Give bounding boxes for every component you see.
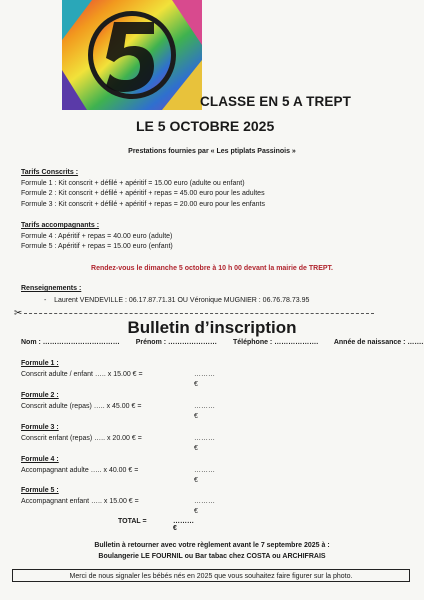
return-instructions: [0, 541, 424, 562]
formule-2: [21, 391, 215, 420]
formule-line: Conscrit enfant (repas) ….. x 20.00 € =: [21, 434, 142, 442]
contact-text: Laurent VENDEVILLE : 06.17.87.71.31 OU Véronique MUGNIER : 06.76.78.73.95: [54, 297, 310, 304]
tarif-line: Formule 2 : Kit conscrit + défilé + apéritif + repas = 45.00 euro pour les adultes: [21, 190, 265, 198]
formule-amount-field[interactable]: ……… €: [194, 370, 215, 388]
tarifs-conscrits: [21, 168, 265, 210]
formule-1: [21, 359, 215, 388]
event-date: LE 5 OCTOBRE 2025: [136, 118, 275, 134]
renseignements: [21, 284, 81, 295]
renseignements-heading: Renseignements :: [21, 285, 82, 292]
total-label: TOTAL =: [118, 518, 147, 525]
photo-note: Merci de nous signaler les bébés nés en 2025 que vous souhaitez faire figurer sur la photo.: [12, 569, 410, 582]
tarif-line: Formule 4 : Apéritif + repas = 40.00 euro (adulte): [21, 232, 173, 240]
tarifs-accompagnants: [21, 221, 173, 253]
tarif-line: Formule 1 : Kit conscrit + défilé + apéritif = 15.00 euro (adulte ou enfant): [21, 179, 245, 187]
return-line-2: Boulangerie LE FOURNIL ou Bar tabac chez COSTA ou ARCHIFRAIS: [98, 552, 326, 560]
formule-3: [21, 423, 215, 452]
rainbow-five-logo: [62, 0, 202, 110]
formule-amount-field[interactable]: ……… €: [194, 434, 215, 452]
tarif-line: Formule 5 : Apéritif + repas = 15.00 euro (enfant): [21, 243, 173, 251]
return-line-1: Bulletin à retourner avec votre règlement avant le 7 septembre 2025 à :: [94, 542, 330, 549]
bulletin-title: Bulletin d’inscription: [127, 318, 297, 337]
nom-field[interactable]: Nom : ……………………………: [21, 339, 120, 346]
total-amount-field[interactable]: ……… €: [173, 518, 194, 532]
formule-line: Accompagnant adulte ….. x 40.00 € =: [21, 466, 139, 474]
cut-line: [24, 313, 374, 314]
formule-line: Conscrit adulte (repas) ….. x 45.00 € =: [21, 402, 142, 410]
contact-line: - Laurent VENDEVILLE : 06.17.87.71.31 OU Véronique MUGNIER : 06.76.78.73.95: [44, 297, 310, 304]
formule-line: Accompagnant enfant ….. x 15.00 € =: [21, 497, 139, 505]
formule-amount-field[interactable]: ……… €: [194, 466, 215, 484]
prenom-field[interactable]: Prénom : …………………: [135, 339, 218, 346]
formule-heading: Formule 4 :: [21, 456, 59, 463]
provider-line: Prestations fournies par « Les ptiplats Passinois »: [128, 148, 296, 155]
formule-heading: Formule 3 :: [21, 424, 59, 431]
formule-line: Conscrit adulte / enfant ….. x 15.00 € =: [21, 370, 143, 378]
event-title: CLASSE EN 5 A TREPT: [200, 94, 351, 109]
formule-4: [21, 455, 215, 484]
formule-amount-field[interactable]: ……… €: [194, 402, 215, 420]
formule-heading: Formule 1 :: [21, 360, 59, 367]
formule-5: [21, 486, 215, 515]
formule-heading: Formule 2 :: [21, 392, 59, 399]
tarif-line: Formule 3 : Kit conscrit + défilé + apéritif + repas = 20.00 euro pour les enfants: [21, 200, 265, 208]
formule-amount-field[interactable]: ……… €: [194, 497, 215, 515]
naissance-field[interactable]: Année de naissance : …….: [333, 339, 424, 346]
telephone-field[interactable]: Téléphone : ……………….: [232, 339, 319, 346]
identity-fields: [21, 339, 424, 346]
rendezvous-notice: Rendez-vous le dimanche 5 octobre à 10 h 00 devant la mairie de TREPT.: [91, 265, 333, 272]
formule-heading: Formule 5 :: [21, 487, 59, 494]
tarifs-accompagnants-heading: Tarifs accompagnants :: [21, 222, 100, 229]
total-row: [118, 518, 194, 532]
scissors-icon: ✂: [14, 308, 23, 319]
tarifs-conscrits-heading: Tarifs Conscrits :: [21, 169, 79, 176]
